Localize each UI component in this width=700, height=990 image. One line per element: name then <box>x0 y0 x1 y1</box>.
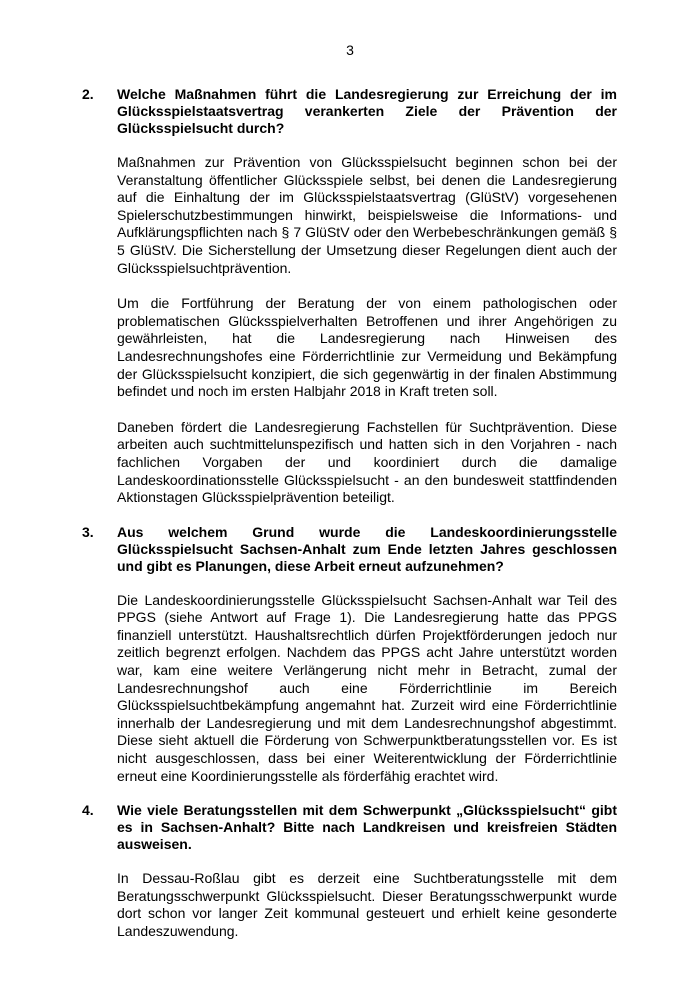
document-body <box>82 86 617 941</box>
question-text: Aus welchem Grund wurde die Landeskoordinierungsstelle Glücksspielsucht Sachsen-Anhalt zum Ende letzten Jahres geschlossen und gibt es Planungen, diese Arbeit erneut aufzunehmen? <box>117 523 617 574</box>
answer-paragraph: Maßnahmen zur Prävention von Glücksspielsucht beginnen schon bei der Veranstaltung öffentlicher Glücksspiele selbst, bei denen die Landesregierung auf die Einhaltung der im Glücksspielstaatsvertrag (GlüStV) vorgesehenen Spielerschutzbestimmungen hinwirkt, beispielsweise die Informations- und Aufklärungspflichten nach § 7 GlüStV oder den Werbebeschränkungen gemäß § 5 GlüStV. Die Sicherstellung der Umsetzung dieser Regelungen dient auch der Glücksspielsuchtprävention. <box>117 154 617 276</box>
page-number: 3 <box>346 42 354 58</box>
question-text: Wie viele Beratungsstellen mit dem Schwerpunkt „Glücksspielsucht“ gibt es in Sachsen-Anhalt? Bitte nach Landkreisen und kreisfreien Städten ausweisen. <box>117 802 617 853</box>
question-number: 4. <box>82 802 94 819</box>
answer-paragraph: Um die Fortführung der Beratung der von einem pathologischen oder problematischen Glücksspielverhalten Betroffenen und ihrer Angehörigen zu gewährleisten, hat die Landesregierung nach Hinweisen des Landesrechnungshofes eine Förderrichtlinie zur Vermeidung und Bekämpfung der Glücksspielsucht konzipiert, die sich gegenwärtig in der finalen Abstimmung befindet und noch im ersten Halbjahr 2018 in Kraft treten soll. <box>117 295 617 400</box>
answer <box>117 870 617 940</box>
question-number: 3. <box>82 523 94 540</box>
question-section-4 <box>82 802 617 940</box>
answer-paragraph: In Dessau-Roßlau gibt es derzeit eine Suchtberatungsstelle mit dem Beratungsschwerpunkt Glücksspielsucht. Dieser Beratungsschwerpunkt wurde dort schon vor langer Zeit kommunal gesteuert und erhielt keine gesonderte Landeszuwendung. <box>117 870 617 939</box>
question-text: Welche Maßnahmen führt die Landesregierung zur Erreichung der im Glücksspielstaatsvertrag verankerten Ziele der Prävention der Glücksspielsucht durch? <box>117 86 617 136</box>
answer <box>117 592 617 786</box>
question-heading <box>82 524 617 575</box>
question-section-2 <box>82 86 617 507</box>
question-number: 2. <box>82 86 94 102</box>
question-heading <box>82 802 617 853</box>
question-section-3 <box>82 524 617 786</box>
answer-paragraph: Daneben fördert die Landesregierung Fachstellen für Suchtprävention. Diese arbeiten auch suchtmittelunspezifisch und hatten sich in den Vorjahren - nach fachlichen Vorgaben der und koordiniert durch die damalige Landeskoordinationsstelle Glücksspielsucht - an den bundesweit stattfindenden Aktionstagen Glücksspielprävention beteiligt. <box>117 418 617 506</box>
answer-paragraph: Die Landeskoordinierungsstelle Glücksspielsucht Sachsen-Anhalt war Teil des PPGS (siehe Antwort auf Frage 1). Die Landesregierung hatte das PPGS finanziell unterstützt. Haushaltsrechtlich dürfen Projektförderungen jedoch nur zeitlich begrenzt erfolgen. Nachdem das PPGS acht Jahre unterstützt worden war, kam eine weitere Verlängerung nicht mehr in Betracht, zumal der Landesrechnungshof auch eine Förderrichtlinie im Bereich Glücksspielsuchtbekämpfung angemahnt hat. Zurzeit wird eine Förderrichtlinie innerhalb der Landesregierung und mit dem Landesrechnungshof abgestimmt. Diese sieht aktuell die Förderung von Schwerpunktberatungsstellen vor. Es ist nicht ausgeschlossen, dass bei einer Weiterentwicklung der Förderrichtlinie erneut eine Koordinierungsstelle als förderfähig erachtet wird. <box>117 591 617 784</box>
answer <box>117 154 617 507</box>
question-heading <box>82 86 617 137</box>
